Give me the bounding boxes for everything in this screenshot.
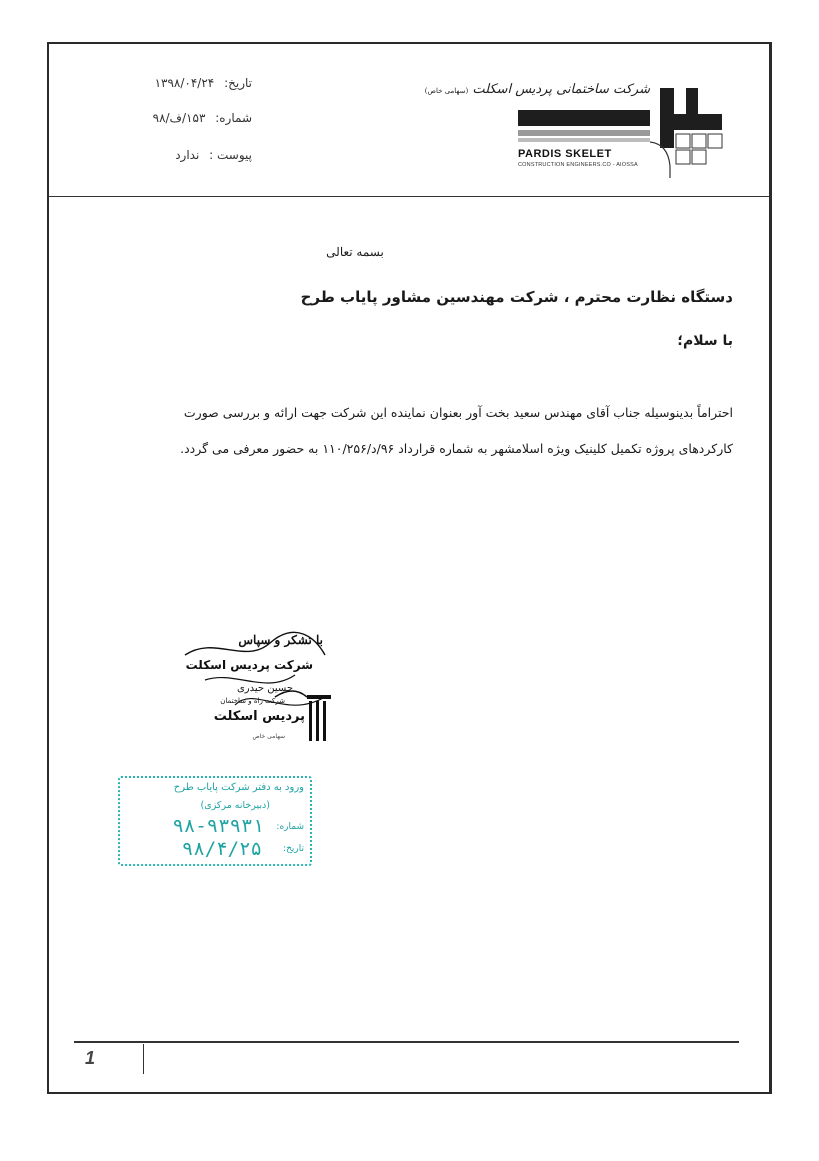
signature-company: شرکت پردیس اسکلت [185, 658, 313, 672]
body-paragraph-line-2: کارکردهای پروژه تکمیل کلینیک ویژه اسلامشهر به شماره قرارداد ۹۶/د/۱۱۰/۲۵۶ به حضور معرفی می گردد. [180, 441, 733, 456]
logo-name-fa-text: شرکت ساختمانی پردیس اسکلت [472, 82, 650, 97]
stamp-footer: سهامی خاص [252, 733, 285, 740]
number-value: ۱۵۳/ف/۹۸ [152, 111, 206, 125]
footer-divider [143, 1044, 144, 1074]
letter-date [112, 76, 252, 90]
signature-closing: با تشکر و سپاس [238, 633, 323, 647]
letter-attachment [112, 148, 252, 162]
letter-number [112, 111, 252, 125]
logo-type-fa: (سهامی خاص) [424, 87, 469, 95]
receipt-date-label: تاریخ: [283, 844, 304, 854]
receipt-number-label: شماره: [276, 822, 304, 832]
addressee: دستگاه نظارت محترم ، شرکت مهندسین مشاور پایاب طرح [300, 288, 733, 306]
company-logo [424, 74, 730, 184]
logo-subtitle-en: CONSTRUCTION ENGINEERS.CO - AIOSSA [518, 162, 638, 168]
receipt-office: (دبیرخانه مرکزی) [200, 800, 270, 811]
date-label: تاریخ: [224, 76, 252, 90]
logo-name-en: PARDIS SKELET [518, 148, 612, 160]
body-paragraph-line-1: احتراماً بدینوسیله جناب آقای مهندس سعید بخت آور بعنوان نماینده این شرکت جهت ارائه و بررسی صورت [183, 405, 733, 420]
page-frame [47, 42, 772, 1094]
receipt-number-value: ۹۸-۹۳۹۳۱ [172, 815, 264, 837]
number-label: شماره: [215, 111, 252, 125]
logo-name-fa [424, 82, 650, 97]
footer-rule [74, 1041, 739, 1043]
stamp-name: پردیس اسکلت [213, 709, 305, 724]
receipt-stamp [118, 776, 312, 866]
page-number: 1 [85, 1048, 96, 1068]
date-value: ۱۳۹۸/۰۴/۲۴ [154, 76, 215, 90]
signature-block [175, 625, 345, 755]
signer-name: حسین حیدری [236, 683, 293, 694]
header-divider [47, 196, 772, 197]
receipt-date-value: ۹۸/۴/۲۵ [181, 838, 262, 860]
receipt-title: ورود به دفتر شرکت پایاب طرح [173, 782, 304, 793]
attachment-value: ندارد [175, 148, 200, 162]
basmala: بسمه تعالی [326, 245, 384, 259]
greeting: با سلام؛ [677, 333, 733, 349]
stamp-subtitle: شرکت راه و ساختمان [220, 697, 285, 705]
attachment-label: پیوست : [209, 148, 252, 162]
